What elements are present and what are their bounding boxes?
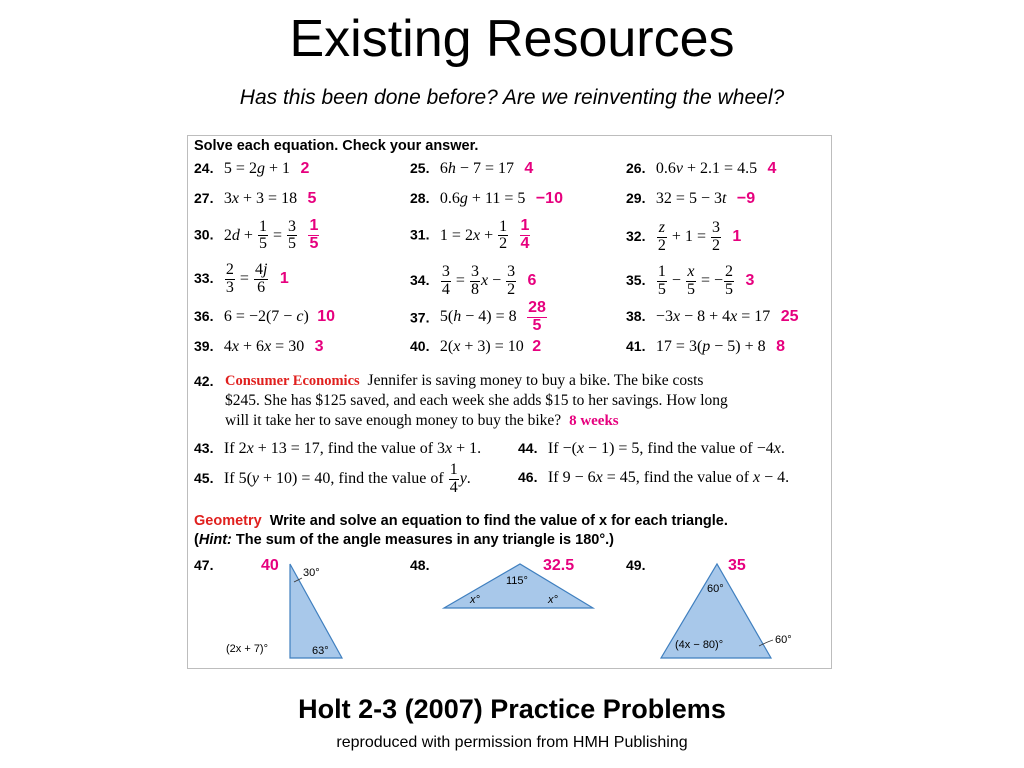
consumer-economics-label: Consumer Economics (225, 373, 360, 389)
answer: 32.5 (543, 557, 575, 574)
footer-title: Holt 2-3 (2007) Practice Problems (298, 694, 726, 724)
answer: 1 (732, 227, 742, 245)
angle-label: 60° (775, 634, 792, 646)
answer: 35 (728, 557, 746, 574)
angle-label: 60° (707, 583, 724, 595)
geometry-hint: (Hint: The sum of the angle measures in any triangle is 180°.) (194, 532, 614, 548)
problem-39: 39. 4x + 6x = 30 3 (194, 338, 324, 355)
angle-label: (4x − 80)° (675, 639, 724, 651)
problem-27: 27. 3x + 3 = 18 5 (194, 190, 317, 207)
answer-fraction: $\frac{1}{5}$ (309, 217, 319, 252)
problem-45: 45. If 5(y + 10) = 40, find the value of $\frac{1}{4}$ y. (194, 461, 471, 496)
problem-24: 24. 5 = 2g + 1 2 (194, 160, 310, 177)
answer-fraction: $\frac{1}{4}$ (520, 217, 530, 252)
geometry-line1: Geometry Write and solve an equation to find the value of x for each triangle. (194, 513, 728, 529)
problem-32: 32. $\frac{z}{2}$ + 1 = $\frac{3}{2}$ 1 (626, 219, 742, 254)
problem-47-number: 47. (194, 557, 214, 573)
angle-label: 63° (312, 645, 329, 657)
problem-33: 33. $\frac{2}{3}$ = $\frac{4j}{6}$ 1 (194, 261, 289, 296)
footer-subtitle: reproduced with permission from HMH Publishing (336, 734, 688, 751)
problem-42-line3: will it take her to save enough money to buy the bike? 8 weeks (225, 412, 619, 429)
worksheet-instructions: Solve each equation. Check your answer. (194, 138, 479, 154)
angle-label: x° (548, 594, 558, 606)
problem-28: 28. 0.6g + 11 = 5 −10 (410, 190, 563, 207)
problem-44: 44. If −(x − 1) = 5, find the value of −4x. (518, 440, 785, 457)
triangle-48 (438, 556, 598, 616)
triangle-47 (218, 556, 358, 666)
angle-label: 115° (506, 575, 528, 587)
answer: −10 (535, 190, 563, 207)
worksheet-image (187, 135, 832, 669)
problem-34: 34. $\frac{3}{4}$ = $\frac{3}{8}$ x − $\frac{3}{2}$ 6 (410, 263, 537, 298)
answer: 4 (767, 160, 777, 177)
problem-35: 35. $\frac{1}{5}$ − $\frac{x}{5}$ = − $\frac{2}{5}$ 3 (626, 263, 755, 298)
answer: 8 (776, 338, 786, 355)
problem-30: 30. 2d + $\frac{1}{5}$ = $\frac{3}{5}$ $\frac{1}{5}$ (194, 217, 319, 253)
answer-fraction: $\frac{28}{5}$ (528, 299, 546, 334)
answer: 2 (300, 160, 310, 177)
answer: −9 (736, 190, 756, 207)
answer: 40 (261, 557, 279, 574)
slide-title: Existing Resources (289, 10, 735, 68)
problem-29: 29. 32 = 5 − 3t −9 (626, 190, 756, 207)
triangle-49 (653, 556, 828, 661)
problem-42-line2: $245. She has $125 saved, and each week she adds $15 to her savings. How long (225, 392, 728, 409)
answer: 2 (532, 338, 542, 355)
problem-38: 38. −3x − 8 + 4x = 17 25 (626, 308, 799, 325)
problem-41: 41. 17 = 3(p − 5) + 8 8 (626, 338, 786, 355)
problem-49-number: 49. (626, 557, 646, 573)
problem-43: 43. If 2x + 13 = 17, find the value of 3x + 1. (194, 440, 482, 457)
answer: 8 weeks (569, 413, 619, 429)
answer: 25 (780, 308, 799, 325)
problem-31: 31. 1 = 2x + $\frac{1}{2}$ $\frac{1}{4}$ (410, 217, 530, 253)
problem-40: 40. 2(x + 3) = 10 2 (410, 338, 542, 355)
problem-42-line1: Consumer Economics Jennifer is saving money to buy a bike. The bike costs (225, 372, 704, 389)
angle-label: (2x + 7)° (226, 643, 268, 655)
problem-37: 37. 5(h − 4) = 8 $\frac{28}{5}$ (410, 299, 546, 334)
answer: 1 (279, 269, 289, 287)
problem-46: 46. If 9 − 6x = 45, find the value of x − 4. (518, 469, 790, 486)
problem-36: 36. 6 = −2(7 − c) 10 (194, 308, 336, 325)
angle-label: x° (470, 594, 480, 606)
angle-label: 30° (303, 567, 320, 579)
answer: 4 (524, 160, 534, 177)
answer: 3 (314, 338, 324, 355)
answer: 6 (527, 271, 537, 289)
geometry-label: Geometry (194, 513, 262, 529)
answer: 5 (307, 190, 317, 207)
problem-25: 25. 6h − 7 = 17 4 (410, 160, 534, 177)
answer: 3 (745, 271, 755, 289)
problem-26: 26. 0.6v + 2.1 = 4.5 4 (626, 160, 777, 177)
slide-subtitle: Has this been done before? Are we reinventing the wheel? (239, 86, 785, 109)
problem-42-number: 42. (194, 373, 214, 389)
answer: 10 (317, 308, 336, 325)
problem-48-number: 48. (410, 557, 430, 573)
